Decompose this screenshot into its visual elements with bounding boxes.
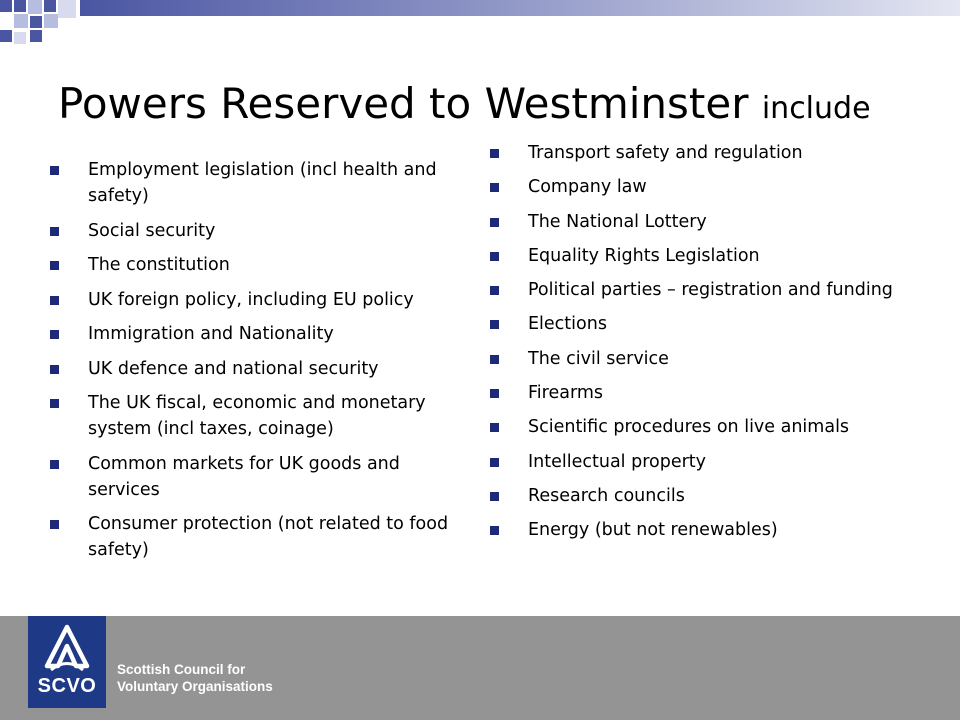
footer-bar — [0, 616, 960, 720]
list-item: Elections — [490, 311, 940, 337]
logo-text: SCVO — [37, 675, 97, 697]
list-item: Scientific procedures on live animals — [490, 414, 940, 440]
list-item: Immigration and Nationality — [50, 321, 470, 347]
scvo-logo — [28, 616, 106, 708]
list-item: UK foreign policy, including EU policy — [50, 287, 470, 313]
list-item: Social security — [50, 218, 470, 244]
list-item: The UK fiscal, economic and monetary system (incl taxes, coinage) — [50, 390, 470, 442]
list-item: The constitution — [50, 252, 470, 278]
title-main: Powers Reserved to Westminster — [58, 79, 749, 128]
list-item: Company law — [490, 174, 940, 200]
list-item: Energy (but not renewables) — [490, 517, 940, 543]
list-item: Equality Rights Legislation — [490, 243, 940, 269]
corner-squares-decoration — [0, 0, 80, 60]
title-suffix: include — [761, 91, 871, 126]
list-item: Employment legislation (incl health and safety) — [50, 157, 470, 209]
list-item: Transport safety and regulation — [490, 140, 940, 166]
list-item: Political parties – registration and funding — [490, 277, 940, 303]
scvo-logo-icon — [42, 624, 92, 674]
list-item: Intellectual property — [490, 449, 940, 475]
list-item: The National Lottery — [490, 209, 940, 235]
organisation-name: Scottish Council for Voluntary Organisations — [117, 662, 273, 694]
list-item: Common markets for UK goods and services — [50, 451, 470, 503]
right-bullet-list — [490, 140, 940, 552]
list-item: Research councils — [490, 483, 940, 509]
slide-title — [58, 74, 871, 139]
list-item: Firearms — [490, 380, 940, 406]
list-item: UK defence and national security — [50, 356, 470, 382]
list-item: Consumer protection (not related to food safety) — [50, 511, 470, 563]
left-bullet-list — [50, 157, 470, 572]
top-gradient-bar — [80, 0, 960, 16]
list-item: The civil service — [490, 346, 940, 372]
